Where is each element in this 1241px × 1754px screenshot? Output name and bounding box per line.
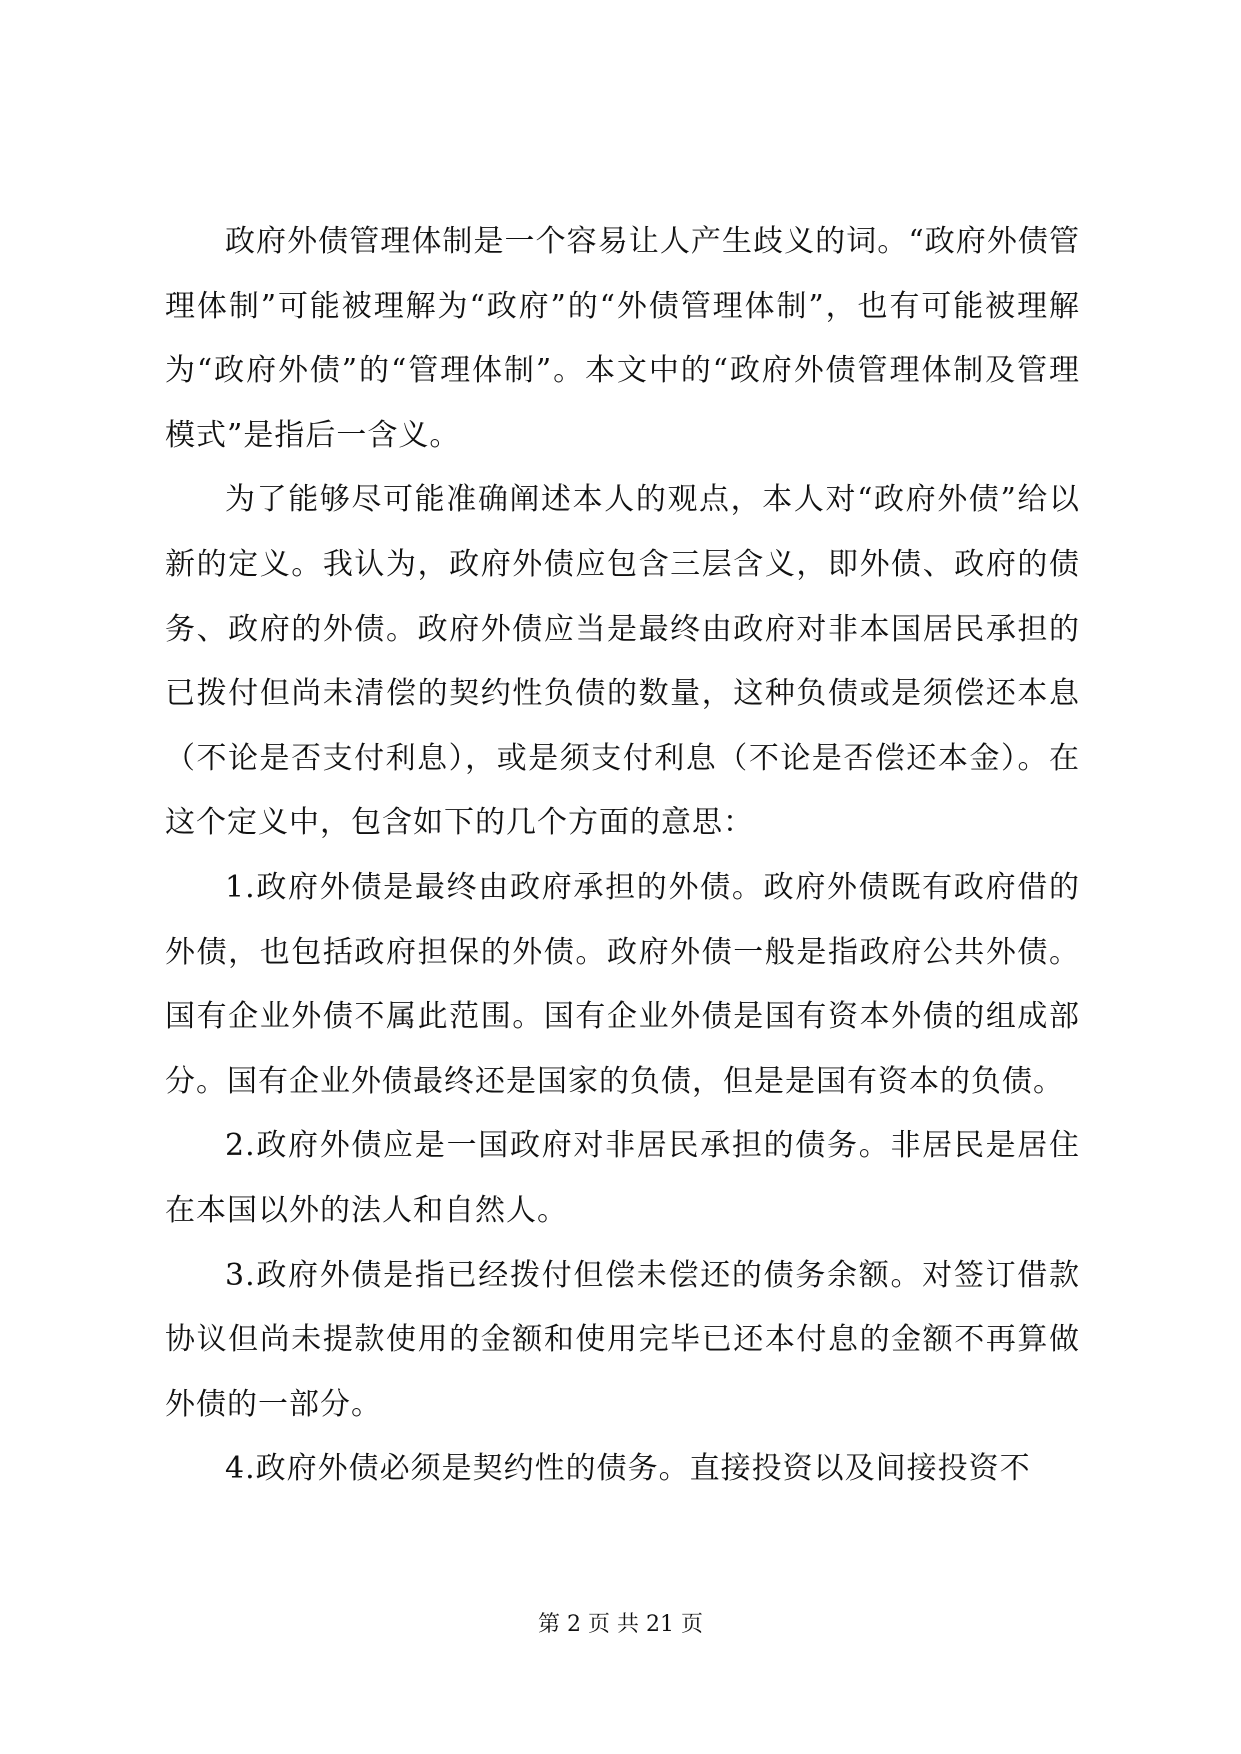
- page-footer: [0, 1610, 1241, 1640]
- paragraph-point-1: 1.政府外债是最终由政府承担的外债。政府外债既有政府借的外债，也包括政府担保的外债。政府外债一般是指政府公共外债。国有企业外债不属此范围。国有企业外债是国有资本外债的组成部分。国有企业外债最终还是国家的负债，但是是国有资本的负债。: [165, 869, 1080, 1099]
- paragraph-point-3: 3.政府外债是指已经拨付但偿未偿还的债务余额。对签订借款协议但尚未提款使用的金额和使用完毕已还本付息的金额不再算做外债的一部分。: [165, 1257, 1080, 1422]
- paragraph-point-4: 4.政府外债必须是契约性的债务。直接投资以及间接投资不: [225, 1451, 1031, 1487]
- document-body: [165, 210, 1080, 1502]
- paragraph-point-2: 2.政府外债应是一国政府对非居民承担的债务。非居民是居住在本国以外的法人和自然人。: [165, 1128, 1080, 1228]
- paragraph-intro: 政府外债管理体制是一个容易让人产生歧义的词。“政府外债管理体制”可能被理解为“政府”的“外债管理体制”，也有可能被理解为“政府外债”的“管理体制”。本文中的“政府外债管理体制及管理模式”是指后一含义。: [165, 224, 1080, 453]
- page-number-label: 第 2 页 共 21 页: [538, 1612, 703, 1637]
- paragraph-definition: 为了能够尽可能准确阐述本人的观点，本人对“政府外债”给以新的定义。我认为，政府外债应包含三层含义，即外债、政府的债务、政府的外债。政府外债应当是最终由政府对非本国居民承担的已拨付但尚未清偿的契约性负债的数量，这种负债或是须偿还本息（不论是否支付利息），或是须支付利息（不论是否偿还本金）。在这个定义中，包含如下的几个方面的意思：: [165, 482, 1080, 841]
